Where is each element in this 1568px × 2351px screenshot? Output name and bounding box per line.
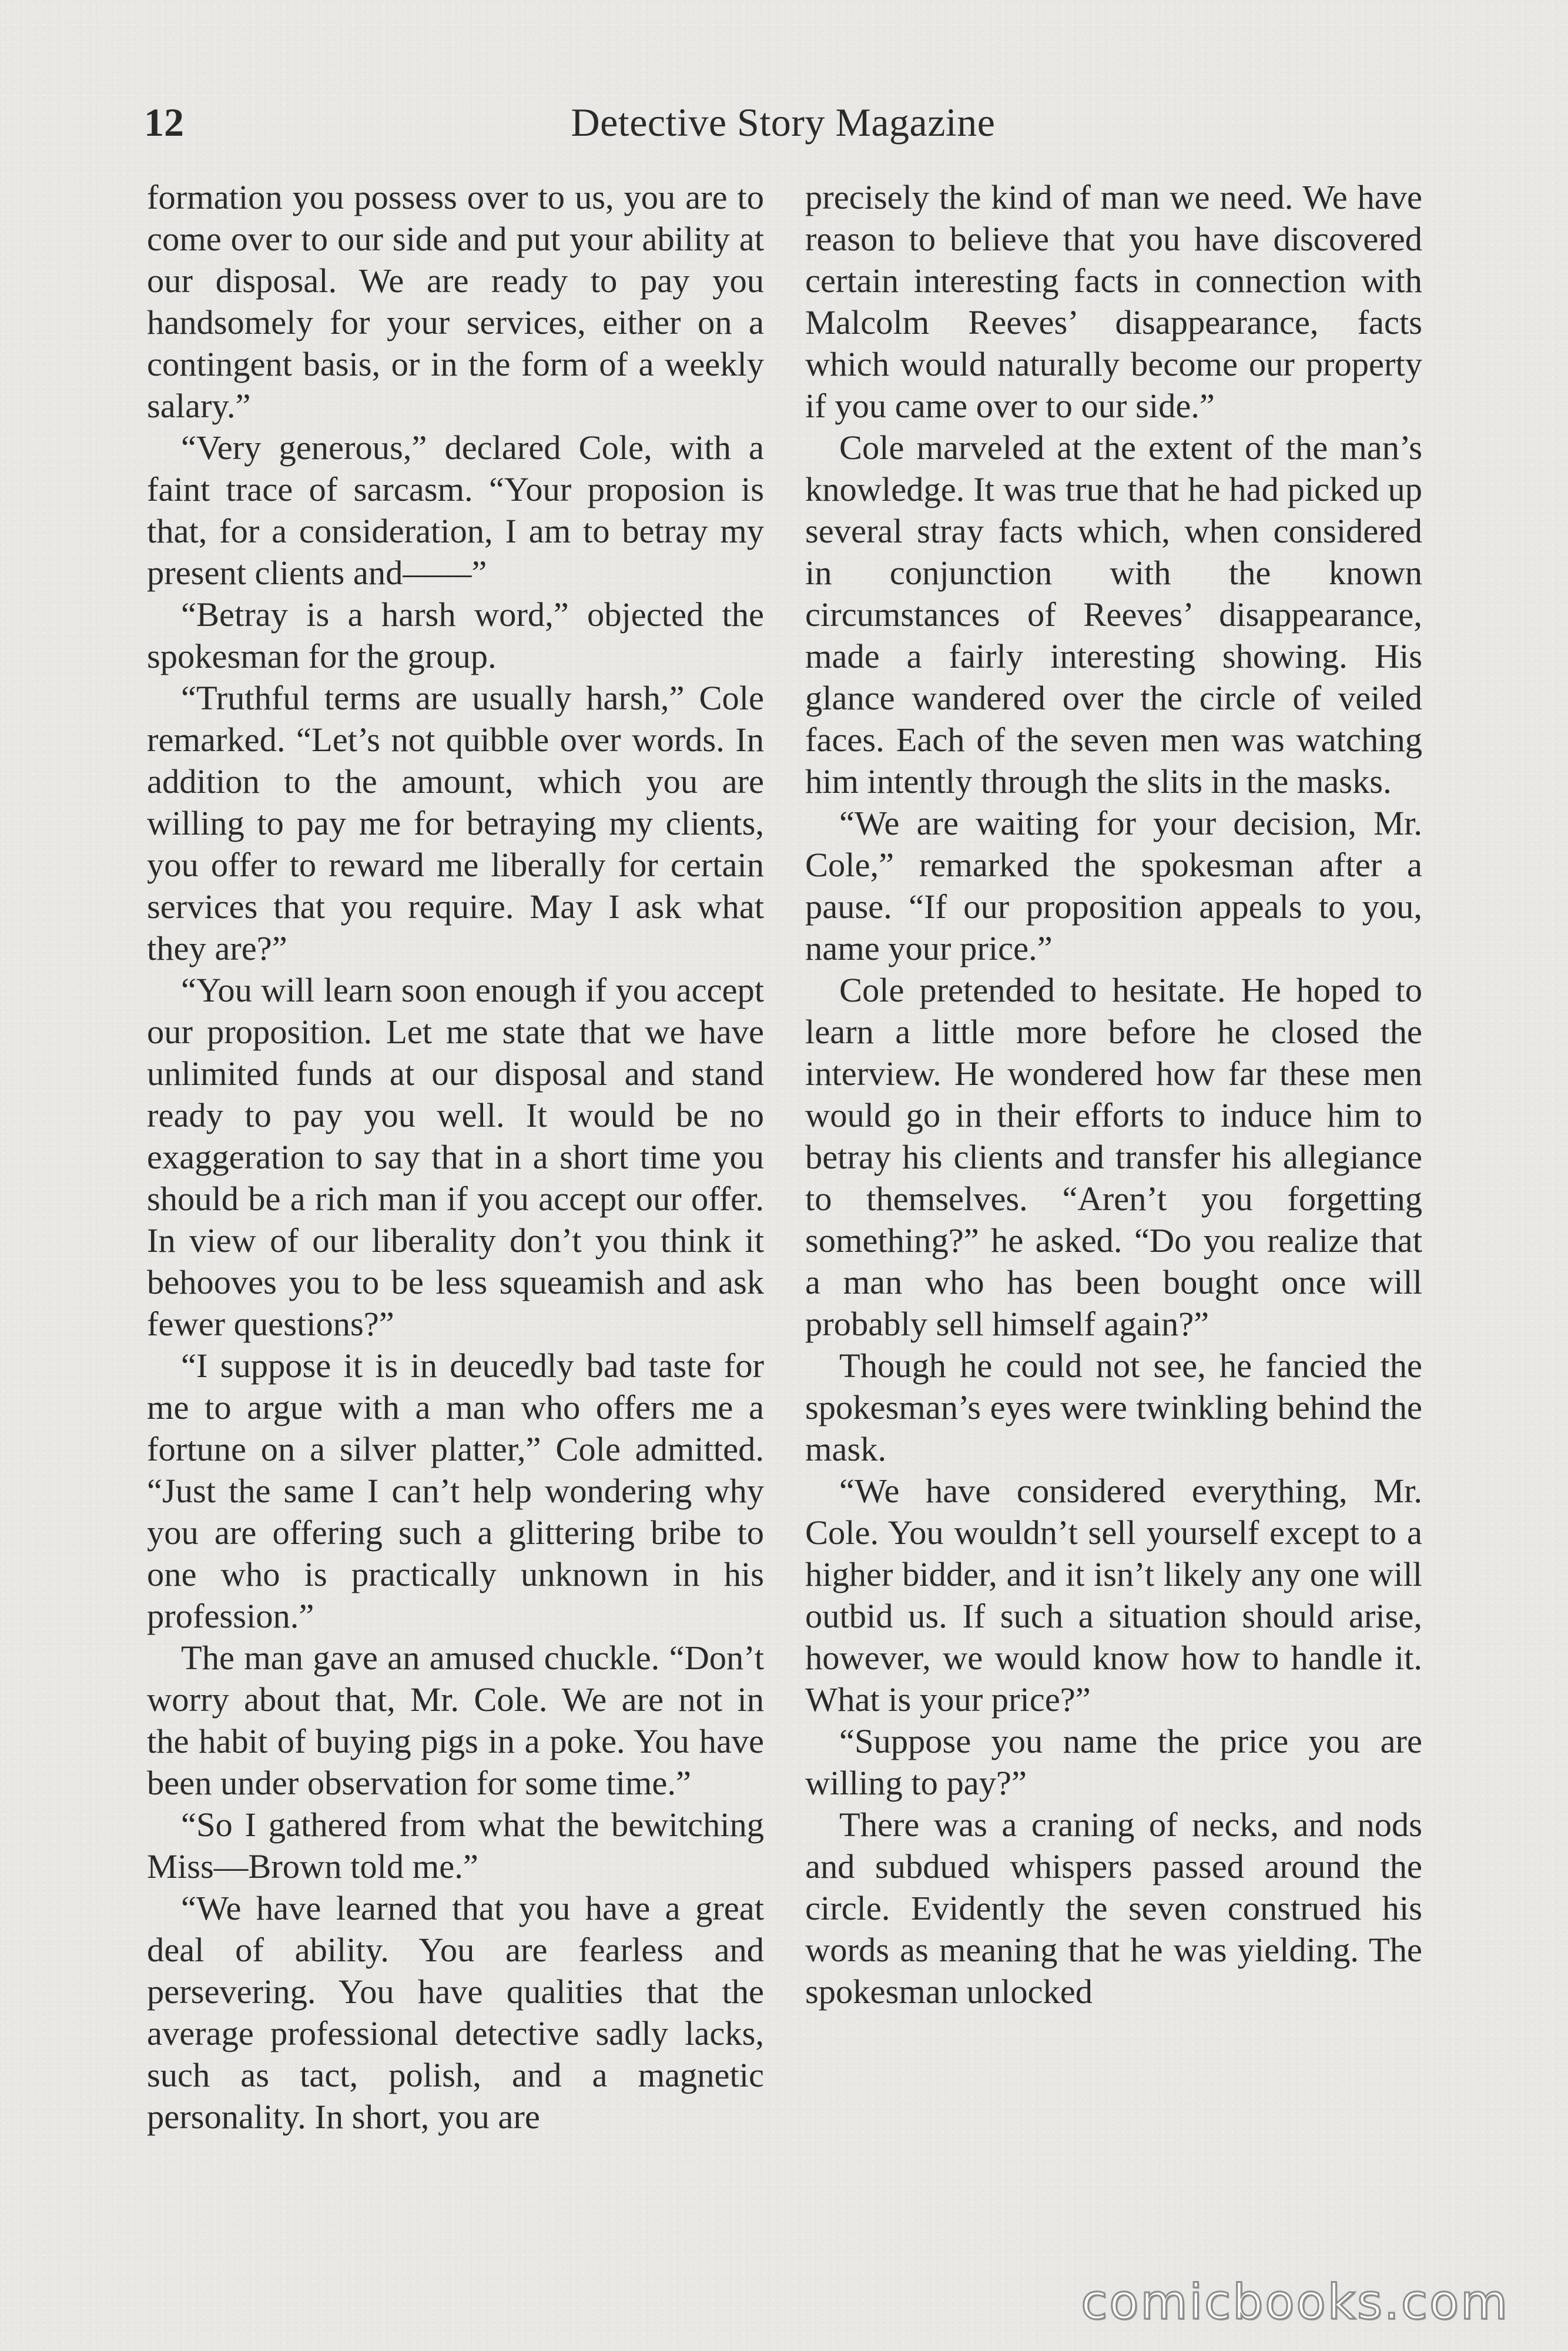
paragraph: The man gave an amused chuckle. “Don’t worry about that, Mr. Cole. We are not in the habit of buying pigs in a poke. You have been under observation for some time.” [147,1639,764,1802]
paragraph: “We have learned that you have a great deal of ability. You are fearless and persevering. You have qualities that the average professional detective sadly lacks, such as tact, polish, and a magnetic personality. In short, you are [147,1889,764,2136]
right-column [805,176,1422,2012]
paragraph: “You will learn soon enough if you accept our proposition. Let me state that we have unlimited funds at our disposal and stand ready to pay you well. It would be no exaggeration to say that in a short time you should be a rich man if you accept our offer. In view of our liberality don’t you think it behooves you to be less squeamish and ask fewer questions?” [147,971,764,1343]
page-header [144,93,1422,152]
paragraph: precisely the kind of man we need. We have reason to believe that you have discovered certain interesting facts in connection with Malcolm Reeves’ disappearance, facts which would naturally become our property if you came over to our side.” [805,178,1422,425]
left-column [147,176,764,2138]
paragraph: “We are waiting for your decision, Mr. Cole,” remarked the spokesman after a pause. “If our proposition appeals to you, name your price.” [805,804,1422,967]
paragraph: Cole pretended to hesitate. He hoped to learn a little more before he closed the interview. He wondered how far these men would go in their efforts to induce him to betray his clients and transfer his allegiance to themselves. “Aren’t you forgetting something?” he asked. “Do you realize that a man who has been bought once will probably sell himself again?” [805,971,1422,1343]
paragraph: formation you possess over to us, you are to come over to our side and put your ability at our disposal. We are ready to pay you handsomely for your services, either on a contingent basis, or in the form of a weekly salary.” [147,178,764,425]
site-watermark: comicbooks.com [1081,2275,1509,2330]
paragraph: “We have considered everything, Mr. Cole. You wouldn’t sell yourself except to a higher bidder, and it isn’t likely any one will outbid us. If such a situation should arise, however, we would know how to handle it. What is your price?” [805,1472,1422,1719]
paragraph: “Betray is a harsh word,” objected the spokesman for the group. [147,595,764,675]
page-number: 12 [144,100,184,145]
paragraph: “Suppose you name the price you are willing to pay?” [805,1722,1422,1802]
paragraph: “Very generous,” declared Cole, with a faint trace of sarcasm. “Your proposion is that, for a consideration, I am to betray my present clients and——” [147,428,764,592]
paragraph: “Truthful terms are usually harsh,” Cole remarked. “Let’s not quibble over words. In addition to the amount, which you are willing to pay me for betraying my clients, you offer to reward me liberally for certain services that you require. May I ask what they are?” [147,679,764,967]
paragraph: Cole marveled at the extent of the man’s knowledge. It was true that he had picked up several stray facts which, when considered in conjunction with the known circumstances of Reeves’ disappearance, made a fairly interesting showing. His glance wandered over the circle of veiled faces. Each of the seven men was watching him intently through the slits in the masks. [805,428,1422,801]
paragraph: “I suppose it is in deucedly bad taste for me to argue with a man who offers me a fortune on a silver platter,” Cole admitted. “Just the same I can’t help wondering why you are offering such a glittering bribe to one who is practically unknown in his profession.” [147,1347,764,1635]
paragraph: “So I gathered from what the bewitching Miss—Brown told me.” [147,1806,764,1886]
paragraph: There was a craning of necks, and nods and subdued whispers passed around the circle. Evidently the seven construed his words as meaning that he was yielding. The spokesman unlocked [805,1806,1422,2011]
paragraph: Though he could not see, he fancied the spokesman’s eyes were twinkling behind the mask. [805,1347,1422,1468]
running-title: Detective Story Magazine [571,100,996,145]
